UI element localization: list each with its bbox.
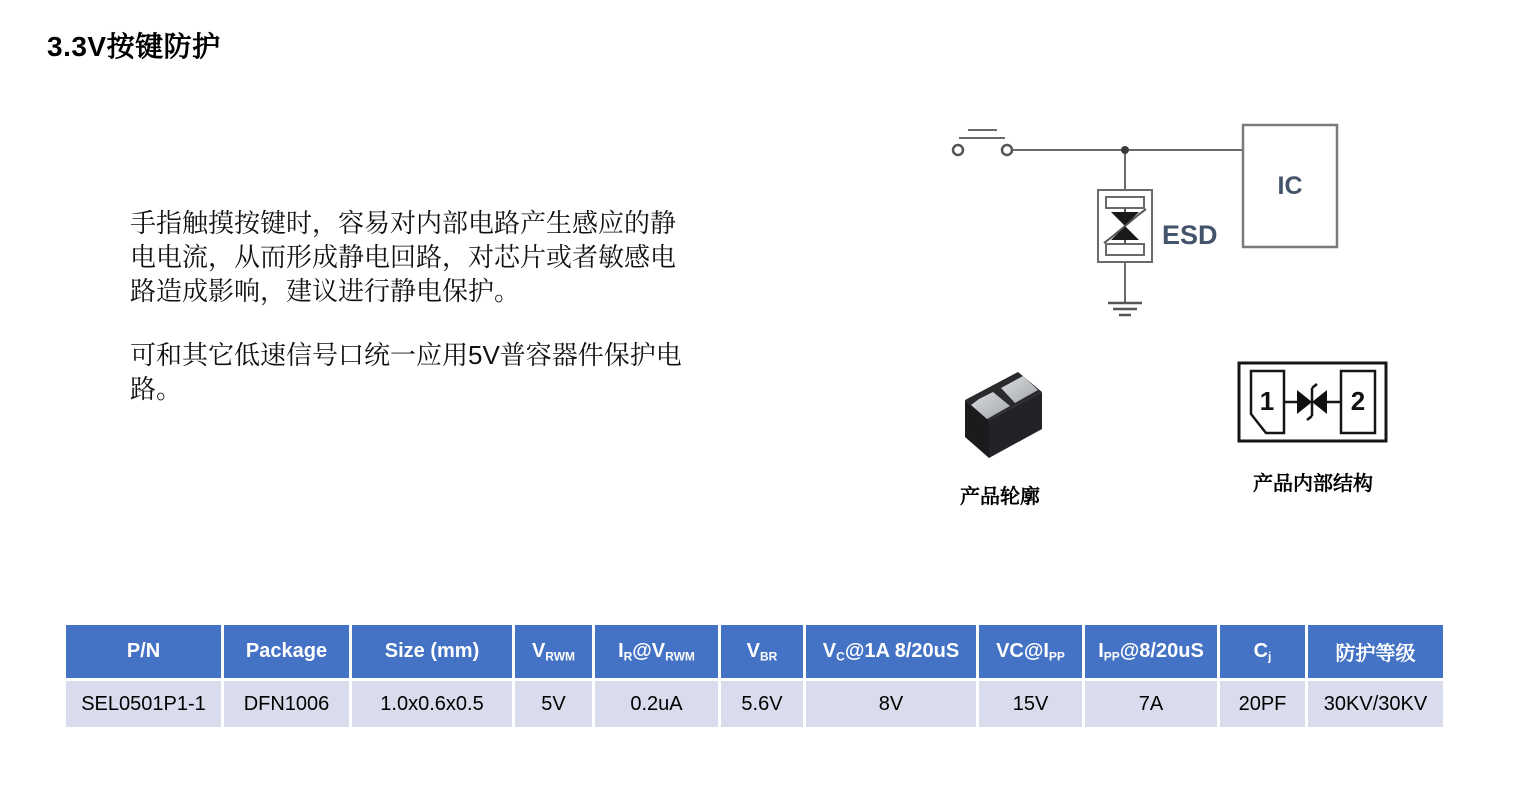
table-row xyxy=(66,681,1443,727)
spec-table xyxy=(63,622,1446,730)
table-header-cell: $C_j$ xyxy=(1220,625,1305,678)
intro-text xyxy=(130,206,698,406)
intro-paragraph-1: 手指触摸按键时，容易对内部电路产生感应的静电电流，从而形成静电回路，对芯片或者敏感电路造成影响，建议进行静电保护。 xyxy=(130,208,677,306)
table-header-cell: $V_{RWM}$ xyxy=(515,625,592,678)
table-header-cell: Package xyxy=(224,625,349,678)
pin1-label: 1 xyxy=(1259,386,1275,416)
table-body xyxy=(66,681,1443,727)
table-cell: 15V xyxy=(979,681,1082,727)
internal-structure-diagram xyxy=(1236,358,1390,446)
application-circuit-diagram xyxy=(930,95,1370,335)
chip-body xyxy=(965,372,1042,458)
structure-caption: 产品内部结构 xyxy=(1253,473,1373,495)
table-cell: 5.6V xyxy=(721,681,803,727)
table-header-cell: $I_{PP}@8/20uS$ xyxy=(1085,625,1217,678)
table-cell: SEL0501P1-1 xyxy=(66,681,221,727)
table-header-cell: 防护等级 xyxy=(1308,625,1443,678)
table-cell: 5V xyxy=(515,681,592,727)
ground-icon xyxy=(1108,303,1142,315)
junction-dot xyxy=(1121,146,1129,154)
product-outline-photo xyxy=(945,363,1055,465)
table-header-cell: Size (mm) xyxy=(352,625,512,678)
table-cell: DFN1006 xyxy=(224,681,349,727)
table-header-cell: $V_C@1A$ 8/20uS xyxy=(806,625,976,678)
table-cell: 0.2uA xyxy=(595,681,718,727)
table-header-cell: $I_R@V_{RWM}$ xyxy=(595,625,718,678)
table-cell: 7A xyxy=(1085,681,1217,727)
table-header-cell: $VC@I_{PP}$ xyxy=(979,625,1082,678)
table-header-cell: P/N xyxy=(66,625,221,678)
intro-paragraph-2: 可和其它低速信号口统一应用5V普容器件保护电路。 xyxy=(130,340,682,404)
ic-label: IC xyxy=(1277,172,1303,200)
table-cell: 1.0x0.6x0.5 xyxy=(352,681,512,727)
esd-device-symbol xyxy=(1098,190,1152,262)
outline-caption: 产品轮廓 xyxy=(960,486,1040,508)
page-title: 3.3V按键防护 xyxy=(47,31,221,62)
table-header-cell: $V_{BR}$ xyxy=(721,625,803,678)
esd-label: ESD xyxy=(1162,220,1218,250)
pin2-label: 2 xyxy=(1350,386,1366,416)
push-button-icon xyxy=(953,130,1012,155)
table-cell: 30KV/30KV xyxy=(1308,681,1443,727)
table-header-row xyxy=(66,625,1443,678)
table-cell: 8V xyxy=(806,681,976,727)
table-cell: 20PF xyxy=(1220,681,1305,727)
